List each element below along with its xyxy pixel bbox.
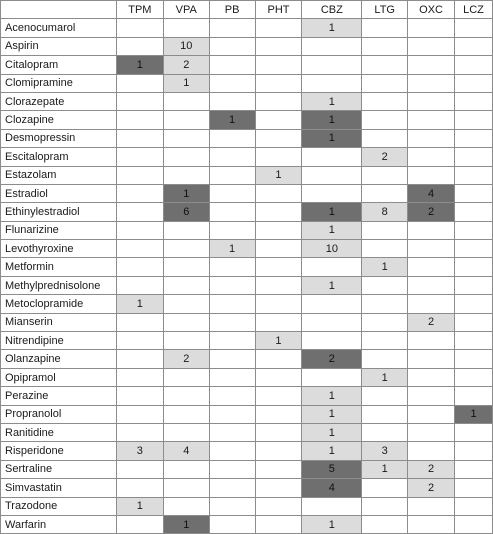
empty-cell bbox=[116, 92, 163, 110]
table-row bbox=[1, 240, 493, 258]
interaction-count-cell: 1 bbox=[302, 405, 362, 423]
empty-cell bbox=[408, 37, 455, 55]
empty-cell bbox=[455, 240, 493, 258]
empty-cell bbox=[255, 203, 302, 221]
empty-cell bbox=[455, 221, 493, 239]
drug-name-cell: Citalopram bbox=[1, 56, 117, 74]
empty-cell bbox=[209, 19, 255, 37]
empty-cell bbox=[255, 460, 302, 478]
empty-cell bbox=[116, 129, 163, 147]
empty-cell bbox=[255, 515, 302, 533]
empty-cell bbox=[163, 276, 209, 294]
table-row bbox=[1, 74, 493, 92]
empty-cell bbox=[116, 240, 163, 258]
interaction-count-cell: 1 bbox=[116, 497, 163, 515]
empty-cell bbox=[116, 111, 163, 129]
table-row bbox=[1, 332, 493, 350]
interaction-count-cell: 1 bbox=[302, 129, 362, 147]
empty-cell bbox=[362, 129, 408, 147]
empty-cell bbox=[455, 19, 493, 37]
empty-cell bbox=[362, 332, 408, 350]
empty-cell bbox=[362, 56, 408, 74]
empty-cell bbox=[255, 221, 302, 239]
empty-cell bbox=[116, 423, 163, 441]
empty-cell bbox=[455, 56, 493, 74]
empty-cell bbox=[116, 221, 163, 239]
empty-cell bbox=[255, 423, 302, 441]
drug-name-cell: Perazine bbox=[1, 387, 117, 405]
interaction-count-cell: 1 bbox=[116, 56, 163, 74]
empty-cell bbox=[209, 92, 255, 110]
empty-cell bbox=[255, 184, 302, 202]
table-row bbox=[1, 387, 493, 405]
empty-cell bbox=[302, 368, 362, 386]
interaction-count-cell: 2 bbox=[408, 479, 455, 497]
empty-cell bbox=[408, 74, 455, 92]
empty-cell bbox=[455, 92, 493, 110]
empty-cell bbox=[209, 129, 255, 147]
drug-name-cell: Clozapine bbox=[1, 111, 117, 129]
drug-name-cell: Opipramol bbox=[1, 368, 117, 386]
drug-name-cell: Mianserin bbox=[1, 313, 117, 331]
drug-name-cell: Olanzapine bbox=[1, 350, 117, 368]
column-header-ltg: LTG bbox=[362, 1, 408, 19]
empty-cell bbox=[362, 166, 408, 184]
table-row bbox=[1, 368, 493, 386]
empty-cell bbox=[163, 92, 209, 110]
empty-cell bbox=[455, 295, 493, 313]
interaction-count-cell: 8 bbox=[362, 203, 408, 221]
empty-cell bbox=[302, 74, 362, 92]
empty-cell bbox=[209, 74, 255, 92]
empty-cell bbox=[362, 74, 408, 92]
header-row bbox=[1, 1, 493, 19]
column-header-pb: PB bbox=[209, 1, 255, 19]
interaction-count-cell: 1 bbox=[163, 515, 209, 533]
empty-cell bbox=[408, 129, 455, 147]
empty-cell bbox=[163, 111, 209, 129]
interaction-count-cell: 1 bbox=[255, 332, 302, 350]
empty-cell bbox=[163, 148, 209, 166]
table-row bbox=[1, 497, 493, 515]
table-row bbox=[1, 405, 493, 423]
table-row bbox=[1, 423, 493, 441]
column-header-pht: PHT bbox=[255, 1, 302, 19]
empty-cell bbox=[362, 19, 408, 37]
table-row bbox=[1, 184, 493, 202]
empty-cell bbox=[255, 313, 302, 331]
drug-name-cell: Metformin bbox=[1, 258, 117, 276]
empty-cell bbox=[255, 497, 302, 515]
drug-name-cell: Sertraline bbox=[1, 460, 117, 478]
interaction-count-cell: 3 bbox=[362, 442, 408, 460]
empty-cell bbox=[408, 387, 455, 405]
empty-cell bbox=[455, 313, 493, 331]
empty-cell bbox=[455, 276, 493, 294]
empty-cell bbox=[362, 92, 408, 110]
empty-cell bbox=[362, 350, 408, 368]
empty-cell bbox=[209, 203, 255, 221]
empty-cell bbox=[163, 258, 209, 276]
empty-cell bbox=[116, 19, 163, 37]
empty-cell bbox=[408, 148, 455, 166]
empty-cell bbox=[455, 148, 493, 166]
drug-name-cell: Methylprednisolone bbox=[1, 276, 117, 294]
empty-cell bbox=[408, 497, 455, 515]
empty-cell bbox=[362, 37, 408, 55]
empty-cell bbox=[302, 184, 362, 202]
interaction-count-cell: 4 bbox=[408, 184, 455, 202]
empty-cell bbox=[163, 166, 209, 184]
empty-cell bbox=[255, 129, 302, 147]
empty-cell bbox=[455, 129, 493, 147]
empty-cell bbox=[408, 332, 455, 350]
empty-cell bbox=[163, 129, 209, 147]
corner-cell bbox=[1, 1, 117, 19]
empty-cell bbox=[209, 387, 255, 405]
empty-cell bbox=[255, 258, 302, 276]
empty-cell bbox=[163, 221, 209, 239]
empty-cell bbox=[362, 221, 408, 239]
empty-cell bbox=[255, 240, 302, 258]
interaction-count-cell: 2 bbox=[163, 56, 209, 74]
interaction-count-cell: 1 bbox=[302, 221, 362, 239]
drug-name-cell: Trazodone bbox=[1, 497, 117, 515]
empty-cell bbox=[362, 423, 408, 441]
empty-cell bbox=[455, 350, 493, 368]
table-row bbox=[1, 350, 493, 368]
empty-cell bbox=[362, 184, 408, 202]
empty-cell bbox=[362, 515, 408, 533]
table-row bbox=[1, 166, 493, 184]
empty-cell bbox=[163, 19, 209, 37]
empty-cell bbox=[362, 313, 408, 331]
table-row bbox=[1, 515, 493, 533]
empty-cell bbox=[209, 460, 255, 478]
empty-cell bbox=[408, 423, 455, 441]
empty-cell bbox=[209, 276, 255, 294]
empty-cell bbox=[302, 332, 362, 350]
empty-cell bbox=[408, 258, 455, 276]
drug-name-cell: Desmopressin bbox=[1, 129, 117, 147]
interaction-count-cell: 10 bbox=[163, 37, 209, 55]
interaction-count-cell: 1 bbox=[455, 405, 493, 423]
empty-cell bbox=[455, 184, 493, 202]
empty-cell bbox=[408, 442, 455, 460]
empty-cell bbox=[255, 19, 302, 37]
empty-cell bbox=[255, 387, 302, 405]
empty-cell bbox=[362, 240, 408, 258]
table-row bbox=[1, 19, 493, 37]
interaction-count-cell: 1 bbox=[302, 515, 362, 533]
table-row bbox=[1, 276, 493, 294]
interaction-count-cell: 1 bbox=[302, 203, 362, 221]
empty-cell bbox=[455, 442, 493, 460]
interaction-count-cell: 1 bbox=[302, 111, 362, 129]
empty-cell bbox=[302, 295, 362, 313]
table-body bbox=[1, 19, 493, 534]
drug-name-cell: Flunarizine bbox=[1, 221, 117, 239]
interaction-count-cell: 4 bbox=[302, 479, 362, 497]
drug-name-cell: Acenocumarol bbox=[1, 19, 117, 37]
empty-cell bbox=[455, 497, 493, 515]
empty-cell bbox=[362, 111, 408, 129]
table-row bbox=[1, 129, 493, 147]
empty-cell bbox=[455, 515, 493, 533]
drug-name-cell: Ethinylestradiol bbox=[1, 203, 117, 221]
empty-cell bbox=[209, 295, 255, 313]
empty-cell bbox=[209, 515, 255, 533]
empty-cell bbox=[455, 387, 493, 405]
table-row bbox=[1, 479, 493, 497]
empty-cell bbox=[209, 148, 255, 166]
empty-cell bbox=[163, 240, 209, 258]
drug-name-cell: Estradiol bbox=[1, 184, 117, 202]
column-header-lcz: LCZ bbox=[455, 1, 493, 19]
empty-cell bbox=[255, 56, 302, 74]
interaction-count-cell: 1 bbox=[163, 184, 209, 202]
drug-name-cell: Simvastatin bbox=[1, 479, 117, 497]
empty-cell bbox=[362, 295, 408, 313]
empty-cell bbox=[209, 442, 255, 460]
empty-cell bbox=[116, 515, 163, 533]
interaction-count-cell: 2 bbox=[408, 313, 455, 331]
interaction-count-cell: 2 bbox=[362, 148, 408, 166]
column-header-tpm: TPM bbox=[116, 1, 163, 19]
empty-cell bbox=[302, 258, 362, 276]
empty-cell bbox=[455, 479, 493, 497]
empty-cell bbox=[255, 111, 302, 129]
table-row bbox=[1, 295, 493, 313]
empty-cell bbox=[408, 276, 455, 294]
interaction-count-cell: 3 bbox=[116, 442, 163, 460]
empty-cell bbox=[455, 423, 493, 441]
empty-cell bbox=[209, 350, 255, 368]
table-row bbox=[1, 92, 493, 110]
interaction-count-cell: 1 bbox=[209, 240, 255, 258]
interaction-count-cell: 1 bbox=[163, 74, 209, 92]
empty-cell bbox=[408, 92, 455, 110]
empty-cell bbox=[408, 111, 455, 129]
drug-name-cell: Nitrendipine bbox=[1, 332, 117, 350]
table-row bbox=[1, 460, 493, 478]
drug-name-cell: Propranolol bbox=[1, 405, 117, 423]
empty-cell bbox=[163, 368, 209, 386]
interaction-count-cell: 4 bbox=[163, 442, 209, 460]
empty-cell bbox=[362, 497, 408, 515]
empty-cell bbox=[163, 405, 209, 423]
empty-cell bbox=[408, 368, 455, 386]
empty-cell bbox=[116, 313, 163, 331]
empty-cell bbox=[255, 74, 302, 92]
empty-cell bbox=[209, 423, 255, 441]
drug-name-cell: Estazolam bbox=[1, 166, 117, 184]
empty-cell bbox=[116, 148, 163, 166]
interaction-count-cell: 1 bbox=[255, 166, 302, 184]
interaction-count-cell: 1 bbox=[362, 368, 408, 386]
empty-cell bbox=[255, 276, 302, 294]
empty-cell bbox=[163, 387, 209, 405]
table-row bbox=[1, 111, 493, 129]
empty-cell bbox=[209, 332, 255, 350]
empty-cell bbox=[163, 423, 209, 441]
interaction-count-cell: 6 bbox=[163, 203, 209, 221]
empty-cell bbox=[455, 37, 493, 55]
empty-cell bbox=[408, 56, 455, 74]
empty-cell bbox=[116, 350, 163, 368]
interaction-count-cell: 1 bbox=[302, 387, 362, 405]
interaction-count-cell: 2 bbox=[408, 460, 455, 478]
empty-cell bbox=[408, 221, 455, 239]
empty-cell bbox=[163, 295, 209, 313]
empty-cell bbox=[455, 111, 493, 129]
empty-cell bbox=[163, 332, 209, 350]
interaction-count-cell: 2 bbox=[302, 350, 362, 368]
empty-cell bbox=[116, 74, 163, 92]
empty-cell bbox=[163, 460, 209, 478]
empty-cell bbox=[455, 74, 493, 92]
empty-cell bbox=[116, 184, 163, 202]
empty-cell bbox=[302, 497, 362, 515]
table-row bbox=[1, 148, 493, 166]
empty-cell bbox=[209, 56, 255, 74]
empty-cell bbox=[255, 92, 302, 110]
table-row bbox=[1, 442, 493, 460]
empty-cell bbox=[455, 258, 493, 276]
empty-cell bbox=[255, 148, 302, 166]
drug-name-cell: Warfarin bbox=[1, 515, 117, 533]
interaction-count-cell: 1 bbox=[209, 111, 255, 129]
empty-cell bbox=[209, 258, 255, 276]
empty-cell bbox=[455, 203, 493, 221]
table-row bbox=[1, 203, 493, 221]
empty-cell bbox=[209, 166, 255, 184]
interaction-count-cell: 2 bbox=[163, 350, 209, 368]
drug-name-cell: Escitalopram bbox=[1, 148, 117, 166]
drug-name-cell: Ranitidine bbox=[1, 423, 117, 441]
column-header-vpa: VPA bbox=[163, 1, 209, 19]
empty-cell bbox=[408, 166, 455, 184]
empty-cell bbox=[116, 387, 163, 405]
empty-cell bbox=[362, 387, 408, 405]
empty-cell bbox=[408, 350, 455, 368]
empty-cell bbox=[209, 405, 255, 423]
empty-cell bbox=[116, 276, 163, 294]
column-header-cbz: CBZ bbox=[302, 1, 362, 19]
empty-cell bbox=[362, 276, 408, 294]
drug-name-cell: Risperidone bbox=[1, 442, 117, 460]
empty-cell bbox=[116, 460, 163, 478]
interaction-count-cell: 1 bbox=[302, 423, 362, 441]
empty-cell bbox=[209, 184, 255, 202]
empty-cell bbox=[408, 240, 455, 258]
empty-cell bbox=[163, 313, 209, 331]
empty-cell bbox=[255, 479, 302, 497]
interaction-count-cell: 1 bbox=[302, 92, 362, 110]
drug-name-cell: Clorazepate bbox=[1, 92, 117, 110]
empty-cell bbox=[116, 479, 163, 497]
empty-cell bbox=[116, 258, 163, 276]
interaction-count-cell: 1 bbox=[302, 442, 362, 460]
interaction-count-cell: 1 bbox=[362, 460, 408, 478]
column-header-oxc: OXC bbox=[408, 1, 455, 19]
empty-cell bbox=[408, 405, 455, 423]
interaction-count-cell: 1 bbox=[116, 295, 163, 313]
empty-cell bbox=[255, 442, 302, 460]
empty-cell bbox=[302, 313, 362, 331]
empty-cell bbox=[209, 221, 255, 239]
empty-cell bbox=[116, 37, 163, 55]
drug-name-cell: Levothyroxine bbox=[1, 240, 117, 258]
interaction-count-cell: 1 bbox=[362, 258, 408, 276]
empty-cell bbox=[408, 295, 455, 313]
empty-cell bbox=[255, 350, 302, 368]
empty-cell bbox=[255, 295, 302, 313]
table-row bbox=[1, 313, 493, 331]
empty-cell bbox=[302, 166, 362, 184]
table-row bbox=[1, 221, 493, 239]
table-row bbox=[1, 37, 493, 55]
empty-cell bbox=[209, 497, 255, 515]
empty-cell bbox=[302, 56, 362, 74]
empty-cell bbox=[209, 37, 255, 55]
empty-cell bbox=[455, 460, 493, 478]
empty-cell bbox=[209, 313, 255, 331]
table-row bbox=[1, 56, 493, 74]
interaction-count-cell: 1 bbox=[302, 19, 362, 37]
drug-name-cell: Metoclopramide bbox=[1, 295, 117, 313]
empty-cell bbox=[116, 368, 163, 386]
table-row bbox=[1, 258, 493, 276]
empty-cell bbox=[362, 479, 408, 497]
empty-cell bbox=[116, 332, 163, 350]
empty-cell bbox=[163, 497, 209, 515]
empty-cell bbox=[255, 37, 302, 55]
empty-cell bbox=[302, 148, 362, 166]
empty-cell bbox=[163, 479, 209, 497]
empty-cell bbox=[209, 368, 255, 386]
empty-cell bbox=[116, 203, 163, 221]
empty-cell bbox=[255, 368, 302, 386]
table-header bbox=[1, 1, 493, 19]
interaction-count-cell: 10 bbox=[302, 240, 362, 258]
empty-cell bbox=[455, 166, 493, 184]
empty-cell bbox=[362, 405, 408, 423]
empty-cell bbox=[455, 368, 493, 386]
empty-cell bbox=[116, 166, 163, 184]
empty-cell bbox=[302, 37, 362, 55]
drug-name-cell: Aspirin bbox=[1, 37, 117, 55]
drug-name-cell: Clomipramine bbox=[1, 74, 117, 92]
empty-cell bbox=[209, 479, 255, 497]
interaction-count-cell: 5 bbox=[302, 460, 362, 478]
interaction-count-cell: 2 bbox=[408, 203, 455, 221]
empty-cell bbox=[455, 332, 493, 350]
empty-cell bbox=[116, 405, 163, 423]
interaction-count-cell: 1 bbox=[302, 276, 362, 294]
empty-cell bbox=[408, 19, 455, 37]
empty-cell bbox=[255, 405, 302, 423]
empty-cell bbox=[408, 515, 455, 533]
